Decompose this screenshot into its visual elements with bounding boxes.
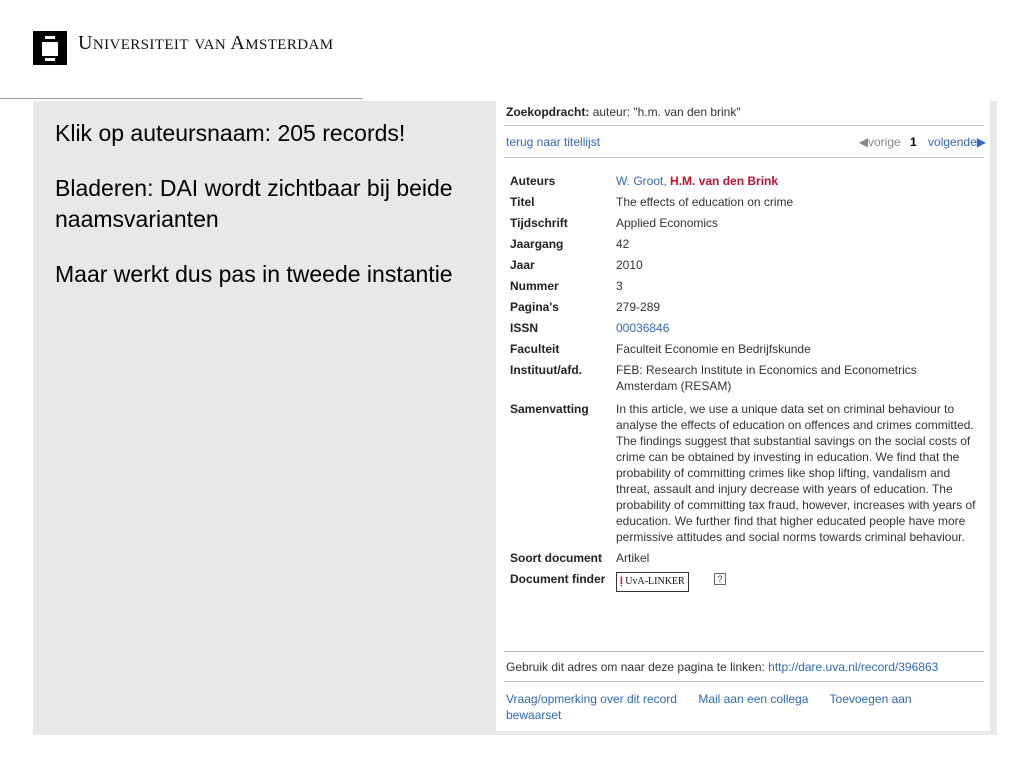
field-value: 42 [616,237,630,251]
uva-logo-icon [33,31,67,65]
search-query [506,105,741,119]
field-row [510,278,976,294]
field-label: Auteurs [510,174,556,188]
field-value: Applied Economics [616,216,719,230]
field-label: Faculteit [510,342,560,356]
field-value: Artikel [616,551,650,565]
divider [504,651,984,652]
query-label: Zoekopdracht: [506,105,590,119]
divider [504,681,984,682]
next-link[interactable]: volgende▶ [928,135,986,149]
field-value: The effects of education on crime [616,195,794,209]
field-label: ISSN [510,321,539,335]
query-value: auteur: "h.m. van den brink" [592,105,741,119]
permalink-text: Gebruik dit adres om naar deze pagina te linken: [506,660,765,674]
field-label: Tijdschrift [510,216,568,230]
university-name: UNIVERSITEIT VAN AMSTERDAM [78,32,334,54]
previous-link[interactable]: ◀vorige [858,135,901,149]
field-row [510,571,976,592]
field-label: Pagina's [510,300,559,314]
slide-paragraph: Bladeren: DAI wordt zichtbaar bij beide naamsvarianten [55,175,453,232]
field-row [510,236,976,252]
issn-link[interactable]: 00036846 [616,321,670,335]
field-label: Jaar [510,258,535,272]
field-row [510,401,976,545]
field-label: Titel [510,195,535,209]
current-page: 1 [910,135,917,149]
field-label: Document finder [510,572,606,586]
field-value: 2010 [616,258,643,272]
field-label: Nummer [510,279,559,293]
field-row [510,257,976,273]
field-label: Soort document [510,551,602,565]
slide-paragraph: Klik op auteursnaam: 205 records! [55,120,406,146]
field-value: 279-289 [616,300,661,314]
record-screenshot [496,101,990,731]
mail-colleague-link[interactable]: Mail aan een collega [698,692,809,706]
slide-text [55,118,485,314]
author-link[interactable]: H.M. van den Brink [670,174,779,188]
divider [504,157,984,158]
field-row [510,194,976,210]
record-actions [506,691,976,723]
field-row [510,173,976,189]
back-to-list-link[interactable]: terug naar titellijst [506,135,601,149]
uva-linker-button[interactable]: ḷ UvA-LINKER [616,572,689,592]
abstract-text: In this article, we use a unique data set on criminal behaviour to analyse the effects of education on offences and crimes committed. The findings suggest that substantial savings on the social costs of crime can be obtained by investing in education. We find that the probability of committing crimes like shop lifting, vandalism and threat, assault and injury decrease with years of education. The probability of committing tax fraud, however, increases with years of education. We further find that higher educated people have more permissive attitudes and social norms towards criminal behaviour. [616,402,976,544]
pager [859,135,986,149]
field-value: 3 [616,279,623,293]
add-to-saved-set-link[interactable]: Toevoegen aan bewaarset [506,692,912,722]
field-label: Samenvatting [510,402,589,416]
header-divider [0,98,363,99]
field-value: Faculteit Economie en Bedrijfskunde [616,342,811,356]
slide-paragraph: Maar werkt dus pas in tweede instantie [55,261,453,287]
field-row [510,215,976,231]
field-row [510,320,976,336]
permalink-line [506,660,938,674]
help-icon[interactable]: ? [714,573,726,585]
divider [504,125,984,126]
field-row [510,550,976,566]
field-value: FEB: Research Institute in Economics and Econometrics Amsterdam (RESAM) [616,363,917,393]
permalink-url[interactable]: http://dare.uva.nl/record/396863 [768,660,939,674]
field-row [510,299,976,315]
field-row [510,362,976,394]
record-details [510,173,976,597]
author-link[interactable]: W. Groot, [616,174,667,188]
field-label: Instituut/afd. [510,363,582,377]
field-label: Jaargang [510,237,564,251]
question-link[interactable]: Vraag/opmerking over dit record [506,692,677,706]
field-row [510,341,976,357]
